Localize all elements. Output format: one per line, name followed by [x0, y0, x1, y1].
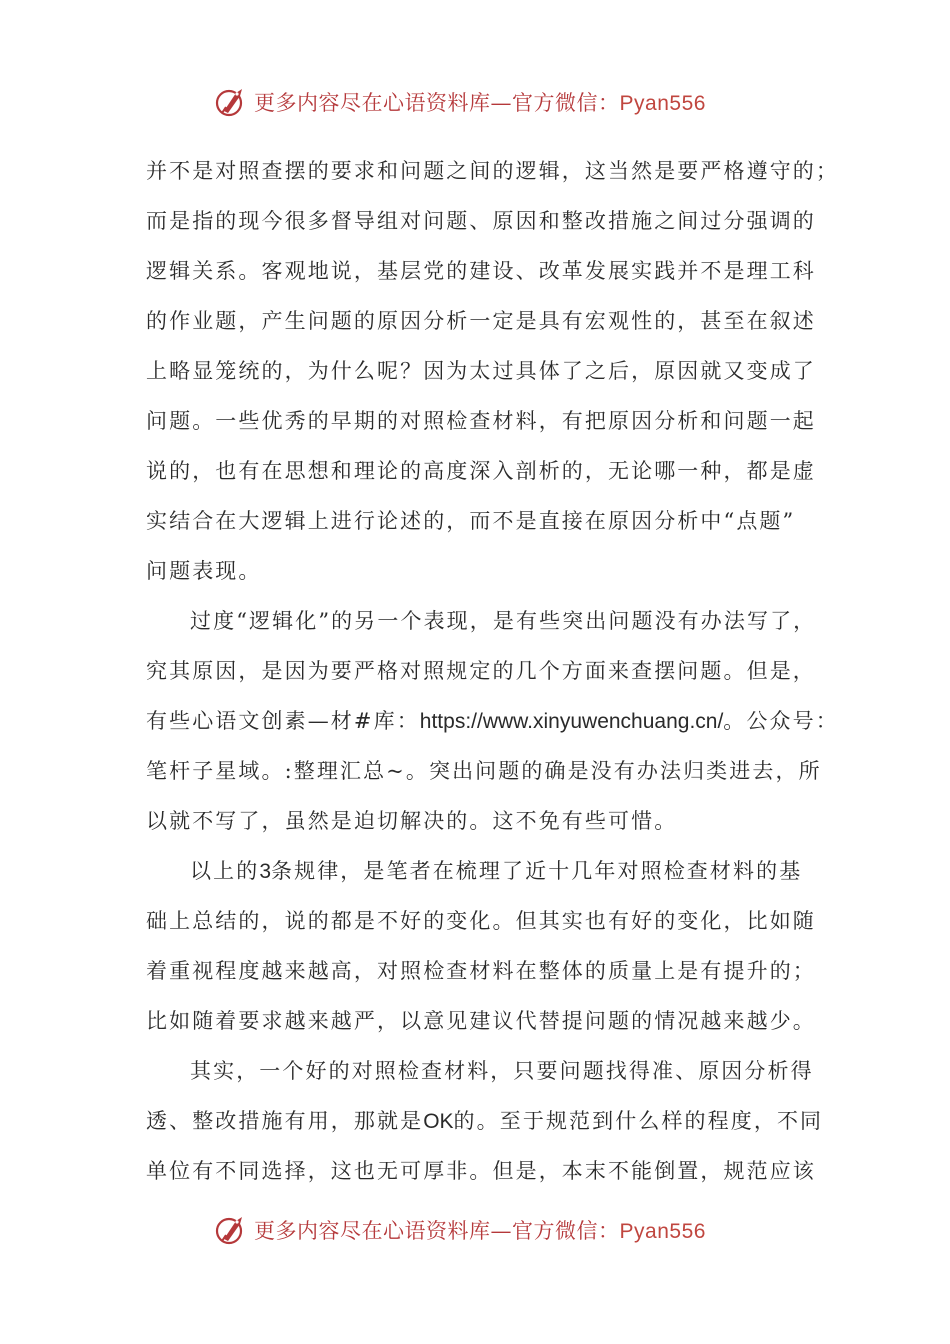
- body-text-line: 上略显笼统的，为什么呢？因为太过具体了之后，原因就又变成了: [146, 359, 816, 383]
- body-text-line: 而是指的现今很多督导组对问题、原因和整改措施之间过分强调的: [146, 209, 816, 233]
- header-brand-text: 更多内容尽在心语资料库—官方微信：Pyan556: [254, 91, 706, 115]
- body-text-line: 逻辑关系。客观地说，基层党的建设、改革发展实践并不是理工科: [146, 259, 816, 283]
- header-wechat-id: Pyan556: [619, 92, 706, 115]
- body-text-line: 单位有不同选择，这也无可厚非。但是，本末不能倒置，规范应该: [146, 1159, 816, 1183]
- footer-wechat-id: Pyan556: [619, 1220, 706, 1243]
- body-text-line: 问题表现。: [146, 559, 262, 583]
- header-banner: [0, 82, 950, 122]
- pen-nib-logo-icon: [214, 1213, 248, 1247]
- body-text-line: 以上的3条规律，是笔者在梳理了近十几年对照检查材料的基: [190, 859, 803, 883]
- footer-banner-inner: [214, 1213, 706, 1247]
- body-text-line: 础上总结的，说的都是不好的变化。但其实也有好的变化，比如随: [146, 909, 816, 933]
- body-text-line: 着重视程度越来越高，对照检查材料在整体的质量上是有提升的；: [146, 959, 816, 983]
- body-text-line: 并不是对照查摆的要求和问题之间的逻辑，这当然是要严格遵守的；: [146, 159, 839, 183]
- document-body: [146, 146, 839, 1196]
- body-text-line: 问题。一些优秀的早期的对照检查材料，有把原因分析和问题一起: [146, 409, 816, 433]
- body-text-line: 以就不写了，虽然是迫切解决的。这不免有些可惜。: [146, 809, 678, 833]
- body-text-line: 有些心语文创素—材#库：https://www.xinyuwenchuang.cn/。公众号：: [146, 709, 839, 733]
- body-text-line: 说的，也有在思想和理论的高度深入剖析的，无论哪一种，都是虚: [146, 459, 816, 483]
- body-text-line: 的作业题，产生问题的原因分析一定是具有宏观性的，甚至在叙述: [146, 309, 816, 333]
- body-text-line: 透、整改措施有用，那就是OK的。至于规范到什么样的程度，不同: [146, 1109, 824, 1133]
- body-text-line: 笔杆子星域。:整理汇总~。突出问题的确是没有办法归类进去，所: [146, 759, 822, 783]
- body-text-line: 比如随着要求越来越严，以意见建议代替提问题的情况越来越少。: [146, 1009, 816, 1033]
- body-text-line: 过度“逻辑化”的另一个表现，是有些突出问题没有办法写了，: [190, 609, 817, 633]
- body-text-line: 实结合在大逻辑上进行论述的，而不是直接在原因分析中“点题”: [146, 509, 796, 533]
- pen-nib-logo-icon: [214, 85, 248, 119]
- footer-banner: [0, 1210, 950, 1250]
- body-text-line: 其实，一个好的对照检查材料，只要问题找得准、原因分析得: [190, 1059, 814, 1083]
- body-text-line: 究其原因，是因为要严格对照规定的几个方面来查摆问题。但是，: [146, 659, 816, 683]
- header-banner-inner: [214, 85, 706, 119]
- footer-brand-text: 更多内容尽在心语资料库—官方微信：Pyan556: [254, 1219, 706, 1243]
